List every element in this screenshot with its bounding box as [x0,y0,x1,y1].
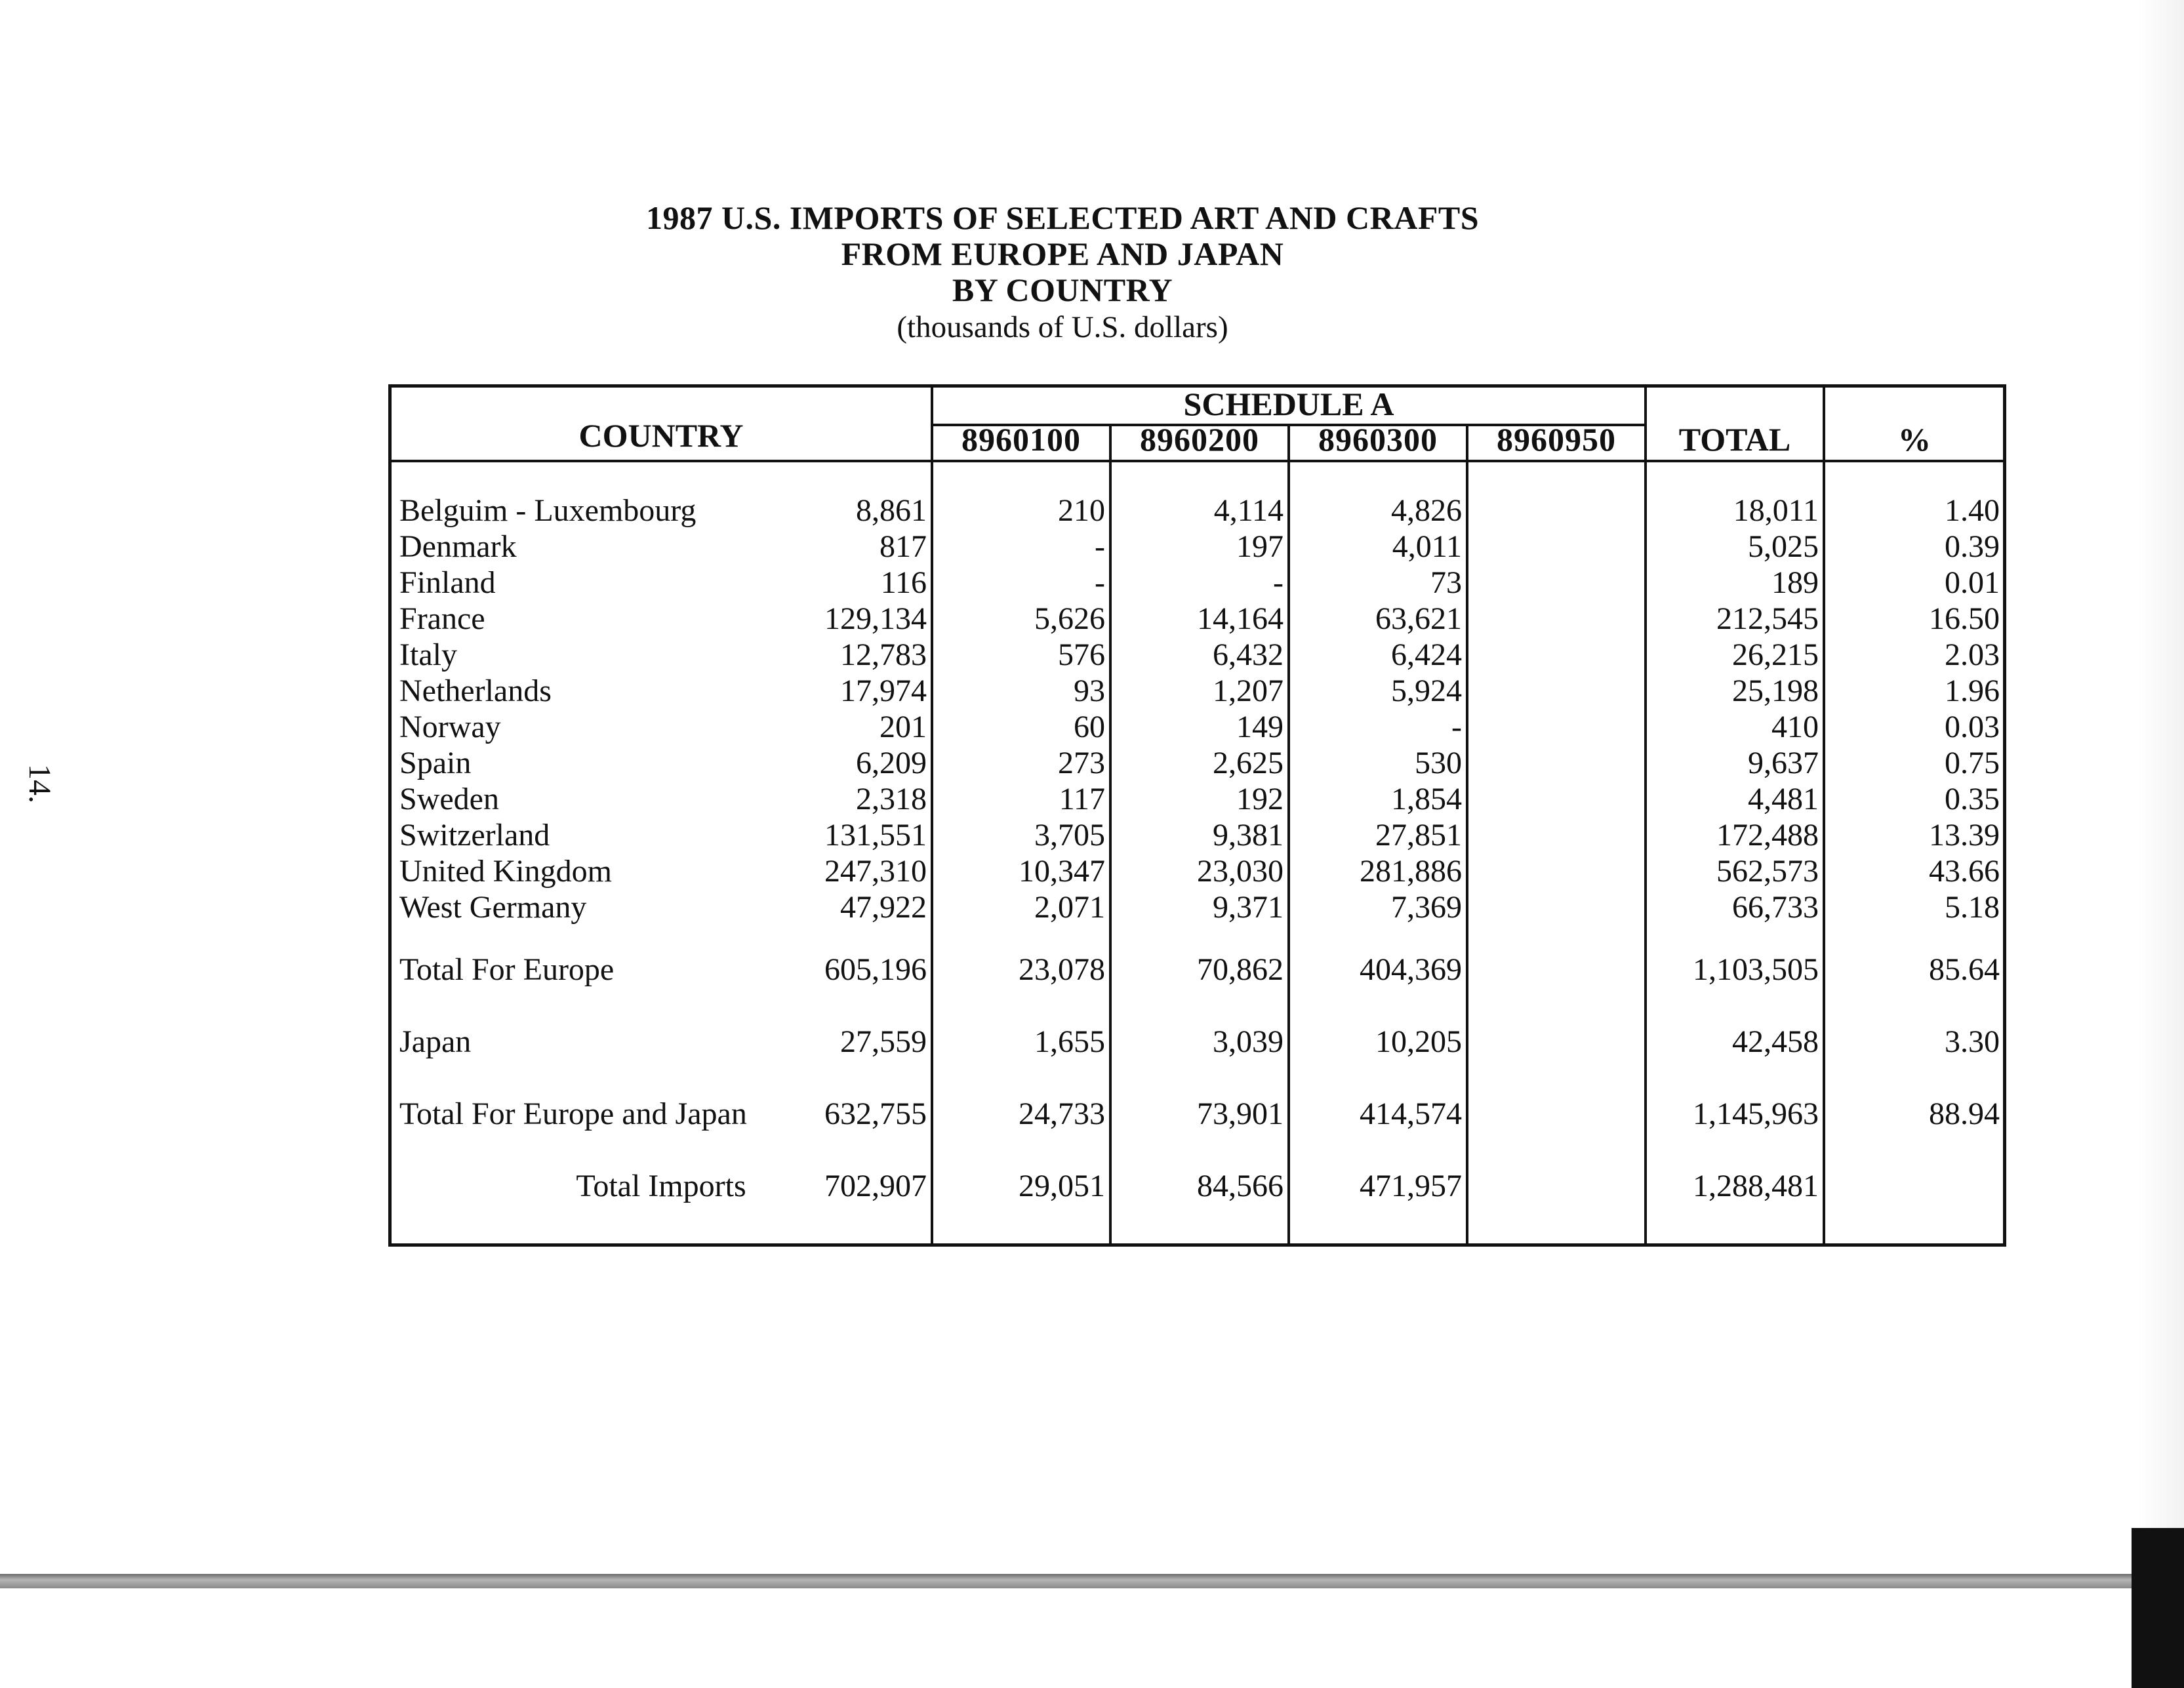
table-row [392,709,2003,746]
value-cell: 23,030 [1197,854,1284,889]
country-cell: France [399,601,485,636]
title-block [0,200,2125,346]
value-cell: 2,318 [856,782,927,816]
table-row [392,637,2003,673]
value-cell: 281,886 [1360,854,1462,889]
value-cell: 2,071 [1034,890,1105,925]
percent-cell: 0.03 [1945,710,2000,744]
value-cell: 9,381 [1213,818,1284,853]
total-cell: 189 [1771,565,1819,600]
table-row [392,1168,2003,1205]
title-line-3: BY COUNTRY [952,271,1173,308]
percent-cell: 43.66 [1929,854,2000,889]
subtitle: (thousands of U.S. dollars) [897,310,1228,344]
value-cell: 192 [1236,782,1284,816]
country-cell: Total For Europe and Japan [399,1096,747,1131]
value-cell: 8,861 [856,493,927,528]
value-cell: 1,655 [1034,1024,1105,1059]
value-cell: 4,114 [1213,493,1284,528]
value-cell: - [1095,529,1105,564]
percent-cell: 85.64 [1929,952,2000,987]
value-cell: 7,369 [1391,890,1462,925]
value-cell: 23,078 [1019,952,1105,987]
table-row [392,673,2003,710]
value-cell: 605,196 [824,952,927,987]
total-cell: 9,637 [1748,746,1819,780]
imports-table [388,384,2006,1247]
country-cell: Total For Europe [399,952,615,987]
value-cell: - [1273,565,1284,600]
country-cell: Switzerland [399,818,550,853]
value-cell: 131,551 [824,818,927,853]
percent-cell: 88.94 [1929,1096,2000,1131]
page-number: 14. [22,764,57,803]
value-cell: 60 [1074,710,1105,744]
value-cell: 27,851 [1375,818,1462,853]
value-cell: 530 [1415,746,1462,780]
scan-shadow [2138,0,2184,1528]
value-cell: 414,574 [1360,1096,1462,1131]
value-cell: 24,733 [1019,1096,1105,1131]
table-row [392,853,2003,890]
percent-cell: 0.39 [1945,529,2000,564]
total-cell: 172,488 [1716,818,1819,853]
value-cell: 149 [1236,710,1284,744]
total-cell: 4,481 [1748,782,1819,816]
value-cell: 47,922 [840,890,927,925]
country-cell: Netherlands [399,673,552,708]
value-cell: - [1451,710,1462,744]
percent-cell: 3.30 [1945,1024,2000,1059]
percent-cell: 2.03 [1945,637,2000,672]
value-cell: 14,164 [1197,601,1284,636]
value-cell: 197 [1236,529,1284,564]
value-cell: 817 [880,529,927,564]
title-line-1: 1987 U.S. IMPORTS OF SELECTED ART AND CRAFTS [645,199,1480,236]
value-cell: 4,011 [1392,529,1462,564]
header-total: TOTAL [1678,421,1791,458]
percent-cell: 13.39 [1929,818,2000,853]
value-cell: 3,039 [1213,1024,1284,1059]
table-row [392,745,2003,782]
total-cell: 1,103,505 [1693,952,1819,987]
value-cell: 632,755 [824,1096,927,1131]
value-cell: 116 [880,565,927,600]
country-cell: Sweden [399,782,499,816]
scan-artifact-bar [0,1574,2132,1588]
value-cell: 73 [1430,565,1462,600]
country-cell: Belguim - Luxembourg [399,493,697,528]
table-row [392,781,2003,818]
value-cell: 471,957 [1360,1169,1462,1203]
value-cell: 210 [1058,493,1105,528]
value-cell: 6,209 [856,746,927,780]
percent-cell: 1.40 [1945,493,2000,528]
value-cell: 1,854 [1391,782,1462,816]
value-cell: 201 [880,710,927,744]
total-cell: 26,215 [1732,637,1819,672]
value-cell: 1,207 [1213,673,1284,708]
country-cell: Spain [399,746,472,780]
total-cell: 562,573 [1716,854,1819,889]
value-cell: 84,566 [1197,1169,1284,1203]
country-cell: Finland [399,565,496,600]
table-row [392,889,2003,926]
header-code-4: 8960950 [1497,421,1616,458]
country-cell: United Kingdom [399,854,612,889]
country-cell: West Germany [399,890,587,925]
value-cell: 129,134 [824,601,927,636]
header-code-1: 8960100 [961,421,1081,458]
total-cell: 410 [1771,710,1819,744]
header-percent: % [1898,421,1931,458]
value-cell: 73,901 [1197,1096,1284,1131]
country-cell: Japan [399,1024,472,1059]
value-cell: 27,559 [840,1024,927,1059]
country-cell: Total Imports [576,1169,746,1203]
value-cell: 6,432 [1213,637,1284,672]
header-schedule: SCHEDULE A [1183,386,1394,422]
percent-cell: 0.75 [1945,746,2000,780]
title-line-2: FROM EUROPE AND JAPAN [841,235,1284,272]
value-cell: 5,924 [1391,673,1462,708]
value-cell: 5,626 [1034,601,1105,636]
table-row [392,952,2003,988]
value-cell: 10,205 [1375,1024,1462,1059]
total-cell: 18,011 [1733,493,1819,528]
country-cell: Italy [399,637,457,672]
total-cell: 5,025 [1748,529,1819,564]
value-cell: 3,705 [1034,818,1105,853]
header-code-2: 8960200 [1140,421,1259,458]
value-cell: 12,783 [840,637,927,672]
value-cell: 404,369 [1360,952,1462,987]
value-cell: 93 [1074,673,1105,708]
header-code-3: 8960300 [1318,421,1438,458]
percent-cell: 0.01 [1945,565,2000,600]
table-row [392,529,2003,565]
value-cell: 576 [1058,637,1105,672]
total-cell: 42,458 [1732,1024,1819,1059]
total-cell: 1,145,963 [1693,1096,1819,1131]
percent-cell: 0.35 [1945,782,2000,816]
country-cell: Norway [399,710,501,744]
value-cell: - [1095,565,1105,600]
value-cell: 6,424 [1391,637,1462,672]
header-country: COUNTRY [578,417,744,454]
table-row [392,817,2003,854]
value-cell: 273 [1058,746,1105,780]
value-cell: 9,371 [1213,890,1284,925]
value-cell: 29,051 [1019,1169,1105,1203]
value-cell: 117 [1059,782,1105,816]
value-cell: 702,907 [824,1169,927,1203]
percent-cell: 5.18 [1945,890,2000,925]
total-cell: 66,733 [1732,890,1819,925]
table-row [392,565,2003,601]
value-cell: 17,974 [840,673,927,708]
table-row [392,1024,2003,1060]
table-row [392,492,2003,529]
scan-artifact-edge [2132,1528,2184,1688]
table-row [392,601,2003,637]
percent-cell: 16.50 [1929,601,2000,636]
header-rule [392,460,2003,462]
table-row [392,1096,2003,1133]
value-cell: 70,862 [1197,952,1284,987]
country-cell: Denmark [399,529,517,564]
value-cell: 2,625 [1213,746,1284,780]
value-cell: 10,347 [1019,854,1105,889]
value-cell: 63,621 [1375,601,1462,636]
total-cell: 212,545 [1716,601,1819,636]
percent-cell: 1.96 [1945,673,2000,708]
total-cell: 1,288,481 [1693,1169,1819,1203]
total-cell: 25,198 [1732,673,1819,708]
value-cell: 4,826 [1391,493,1462,528]
value-cell: 247,310 [824,854,927,889]
